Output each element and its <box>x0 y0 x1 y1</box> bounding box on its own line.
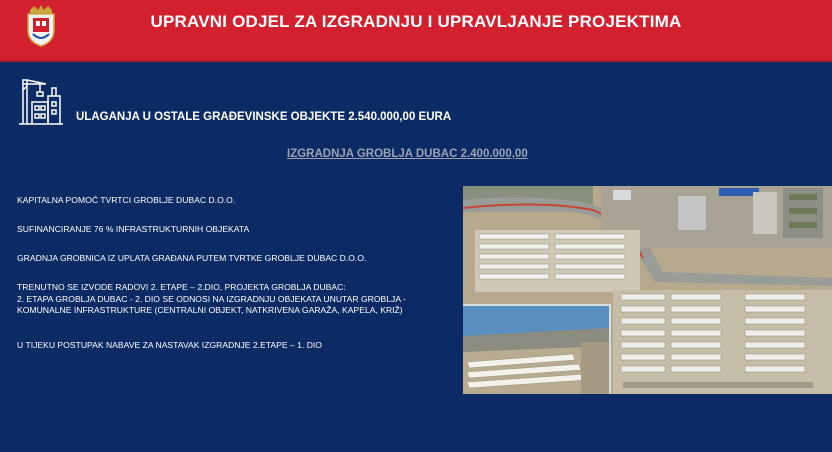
paragraph-current-works: TRENUTNO SE IZVODE RADOVI 2. ETAPE – 2.DIO, PROJEKTA GROBLJA DUBAC: 2. ETAPA GROBLJA DUBAC - 2. DIO SE ODNOSI NA IZGRADNJU OBJEKATA UNUTAR GROBLJA - KOMUNALNE INFRASTRUKTURE (CENTRALNI OBJEKT, NATKRIVENA GARAŽA, KAPELA, KRIŽ) <box>17 282 406 315</box>
page-title: UPRAVNI ODJEL ZA IZGRADNJU I UPRAVLJANJE PROJEKTIMA <box>150 12 682 31</box>
paragraph-capital-aid: KAPITALNA POMOĆ TVRTCI GROBLJE DUBAC D.O.O. <box>17 195 236 205</box>
paragraph-cofinancing: SUFINANCIRANJE 76 % INFRASTRUKTURNIH OBJEKATA <box>17 224 250 234</box>
inset-photo <box>463 304 611 394</box>
project-heading: IZGRADNJA GROBLJA DUBAC 2.400.000,00 <box>287 148 528 160</box>
header-banner <box>0 0 832 62</box>
investment-heading: ULAGANJA U OSTALE GRAĐEVINSKE OBJEKTE 2.540.000,00 EURA <box>76 111 452 123</box>
construction-building-icon <box>18 76 64 126</box>
paragraph-procurement: U TIJEKU POSTUPAK NABAVE ZA NASTAVAK IZGRADNJE 2.ETAPE – 1. DIO <box>17 340 322 350</box>
paragraph-tomb-construction: GRADNJA GROBNICA IZ UPLATA GRAĐANA PUTEM TVRTKE GROBLJE DUBAC D.O.O. <box>17 253 367 263</box>
main-content <box>0 62 832 452</box>
aerial-photo-groblje-dubac <box>463 186 832 394</box>
